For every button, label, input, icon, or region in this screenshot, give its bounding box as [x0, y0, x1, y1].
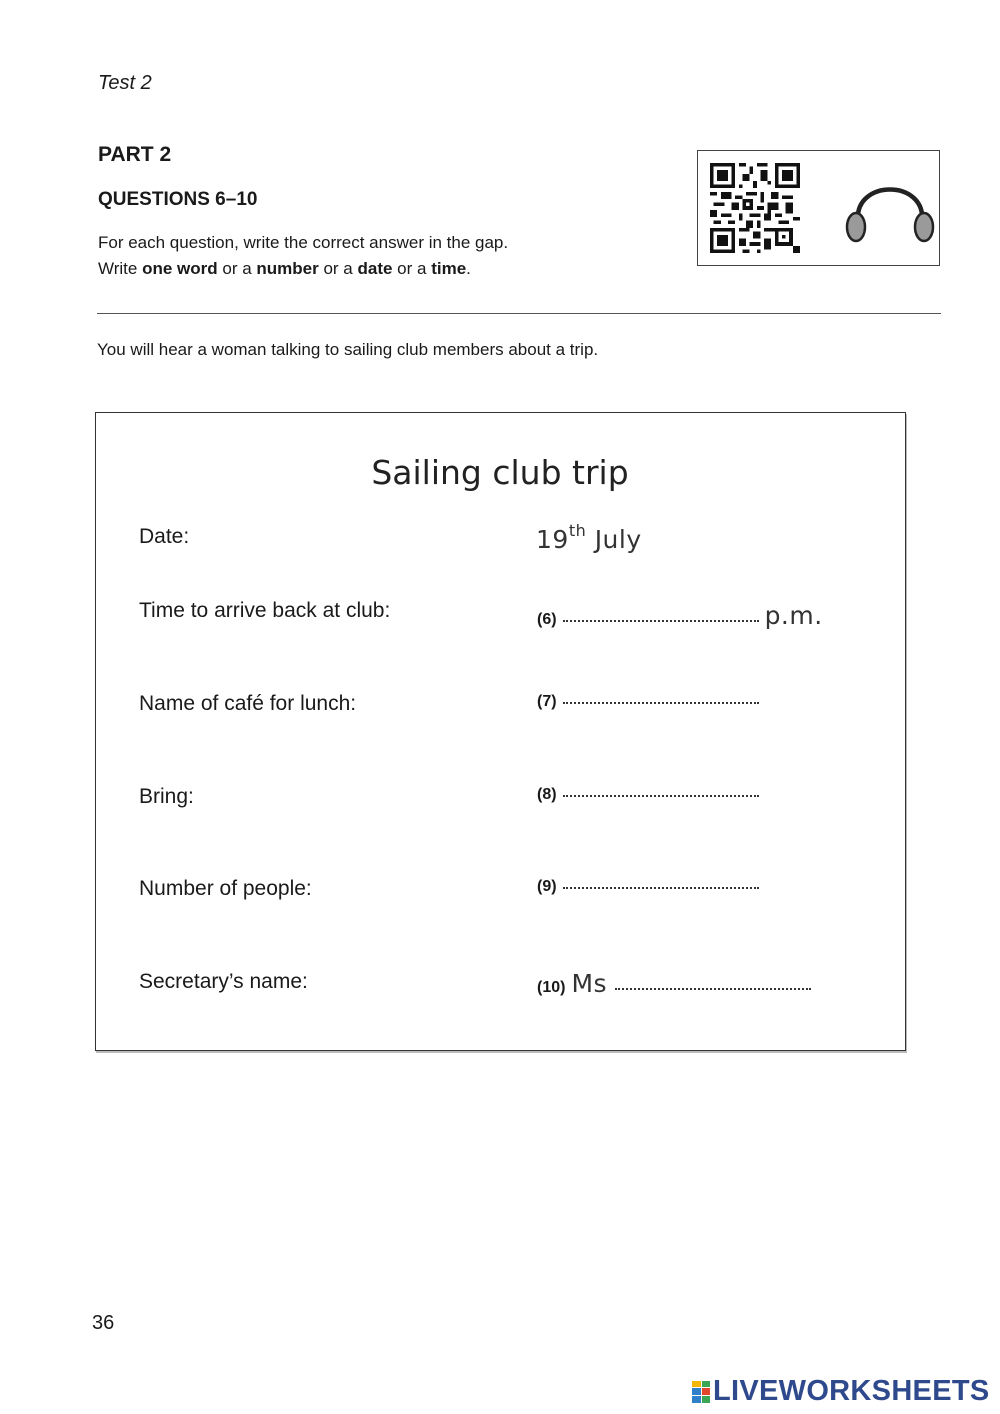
headphones-icon[interactable]: [844, 175, 936, 245]
divider: [97, 313, 941, 314]
return-time-label: Time to arrive back at club:: [139, 599, 391, 622]
answer-10: [537, 969, 811, 998]
title-ms: Ms: [571, 969, 608, 998]
brand-logo: [692, 1375, 990, 1408]
answer-gap-8[interactable]: [563, 793, 759, 797]
questions-title: QUESTIONS 6–10: [98, 189, 258, 210]
form-title: Sailing club trip: [371, 453, 629, 492]
secretary-label: Secretary’s name:: [139, 970, 308, 993]
intro-text: You will hear a woman talking to sailing club members about a trip.: [97, 340, 599, 359]
unit-pm: p.m.: [764, 601, 823, 630]
page-number: 36: [92, 1312, 115, 1334]
answer-gap-6[interactable]: [563, 618, 759, 622]
question-number: (7): [537, 693, 557, 710]
answer-7: [537, 693, 759, 711]
question-number: (9): [537, 878, 557, 895]
people-label: Number of people:: [139, 877, 312, 900]
answer-8: [537, 786, 759, 804]
instructions: [98, 230, 508, 282]
bring-label: Bring:: [139, 785, 194, 808]
qr-code-icon[interactable]: [710, 163, 800, 253]
brand-name: LIVEWORKSHEETS: [713, 1375, 990, 1407]
audio-box: [697, 150, 940, 266]
question-number: (6): [537, 611, 557, 628]
form-box: [95, 412, 906, 1051]
answer-9: [537, 878, 759, 896]
part-title: PART 2: [98, 143, 172, 166]
answer-gap-7[interactable]: [563, 700, 759, 704]
answer-6: [537, 601, 823, 630]
date-label: Date:: [139, 525, 190, 548]
test-label: Test 2: [98, 72, 152, 94]
answer-gap-10[interactable]: [615, 986, 811, 990]
instruction-line-2: Write one word or a number or a date or a time.: [98, 259, 471, 278]
date-value: 19th July: [536, 521, 642, 554]
instruction-line-1: For each question, write the correct answer in the gap.: [98, 233, 509, 252]
cafe-label: Name of café for lunch:: [139, 692, 357, 715]
question-number: (8): [537, 786, 557, 803]
question-number: (10): [537, 979, 566, 996]
logo-icon: [692, 1381, 710, 1403]
answer-gap-9[interactable]: [563, 885, 759, 889]
